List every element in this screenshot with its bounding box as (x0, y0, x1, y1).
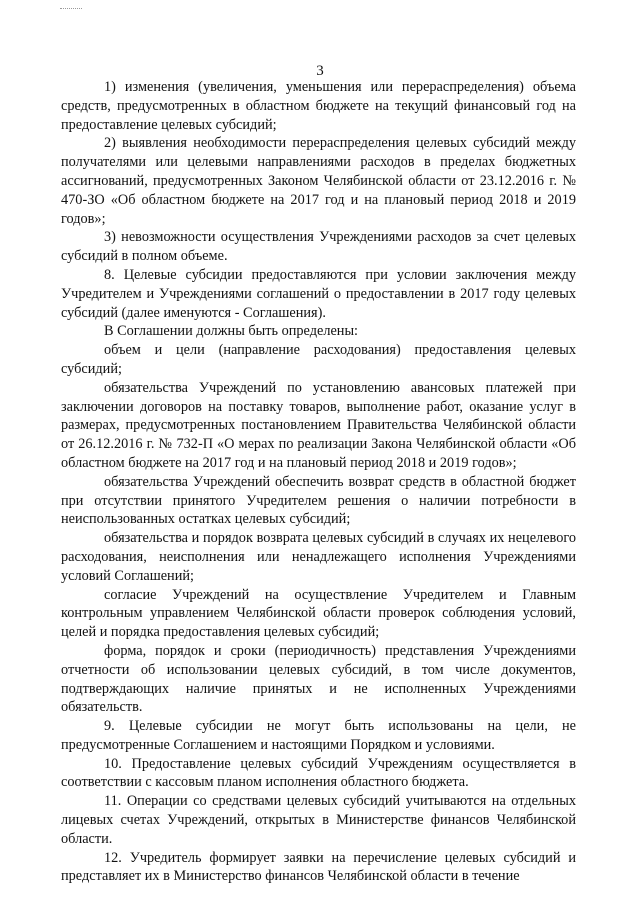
paragraph-agreement-intro: В Соглашении должны быть определены: (104, 323, 359, 340)
paragraph-advance-payments: обязательства Учреждений по установлению авансовых платежей при заключении договоров на поставку товаров, выполнение работ, оказание услуг в размерах, предусмотренных постановлением Правительства Челябинской области от 26.12.2016 г. № 732-П «О мерах по реализации Закона Челябинской области «Об областном бюджете на 2017 год и на плановый период 2018 и 2019 годов»; (61, 379, 576, 471)
paragraph-clause-12: 12. Учредитель формирует заявки на перечисление целевых субсидий и представляет их в Министерство финансов Челябинской области в течение (61, 849, 576, 885)
paragraph-item-3-impossibility: 3) невозможности осуществления Учреждениями расходов за счет целевых субсидий в полном объеме. (61, 229, 576, 265)
paragraph-misuse-return: обязательства и порядок возврата целевых субсидий в случаях их нецелевого расходования, неисполнения или ненадлежащего исполнения Учреждениями условий Соглашений; (61, 530, 576, 584)
paragraph-clause-8: 8. Целевые субсидии предоставляются при условии заключения между Учредителем и Учреждениями соглашений о предоставлении в 2017 году целевых субсидий (далее именуются - Соглашения). (61, 266, 576, 321)
paragraph-inspection-consent: согласие Учреждений на осуществление Учредителем и Главным контрольным управлением Челябинской области проверок соблюдения условий, целей и порядка предоставления целевых субсидий; (61, 586, 576, 641)
scan-artifact (60, 8, 82, 11)
paragraph-clause-10: 10. Предоставление целевых субсидий Учреждениям осуществляется в соответствии с кассовым планом исполнения областного бюджета. (61, 755, 576, 791)
paragraph-clause-11: 11. Операции со средствами целевых субсидий учитываются на отдельных лицевых счетах Учреждений, открытых в Министерстве финансов Челябинской области. (61, 793, 576, 847)
page-number: 3 (316, 63, 324, 79)
paragraph-reporting: форма, порядок и сроки (периодичность) представления Учреждениями отчетности об использовании целевых субсидий, в том числе документов, подтверждающих наличие принятых и не исполненных Учреждениями обязательств. (61, 642, 576, 716)
paragraph-item-1-change: 1) изменения (увеличения, уменьшения или перераспределения) объема средств, предусмотренных в областном бюджете на текущий финансовый год на предоставление целевых субсидий; (61, 79, 576, 133)
paragraph-clause-9: 9. Целевые субсидии не могут быть использованы на цели, не предусмотренные Соглашением и настоящими Порядком и условиями. (61, 718, 576, 753)
document-body (61, 78, 576, 886)
paragraph-volume-goals: объем и цели (направление расходования) предоставления целевых субсидий; (61, 342, 576, 377)
paragraph-item-2-redistribution: 2) выявления необходимости перераспределения целевых субсидий между получателями или целевыми направлениями расходов в пределах бюджетных ассигнований, предусмотренных Законом Челябинской области от 23.12.2016 г. № 470-ЗО «Об областном бюджете на 2017 год и на плановый период 2018 и 2019 годов»; (61, 135, 576, 227)
paragraph-return-funds: обязательства Учреждений обеспечить возврат средств в областной бюджет при отсутствии принятого Учредителем решения о наличии потребности в неиспользованных остатках целевых субсидий; (61, 473, 576, 528)
